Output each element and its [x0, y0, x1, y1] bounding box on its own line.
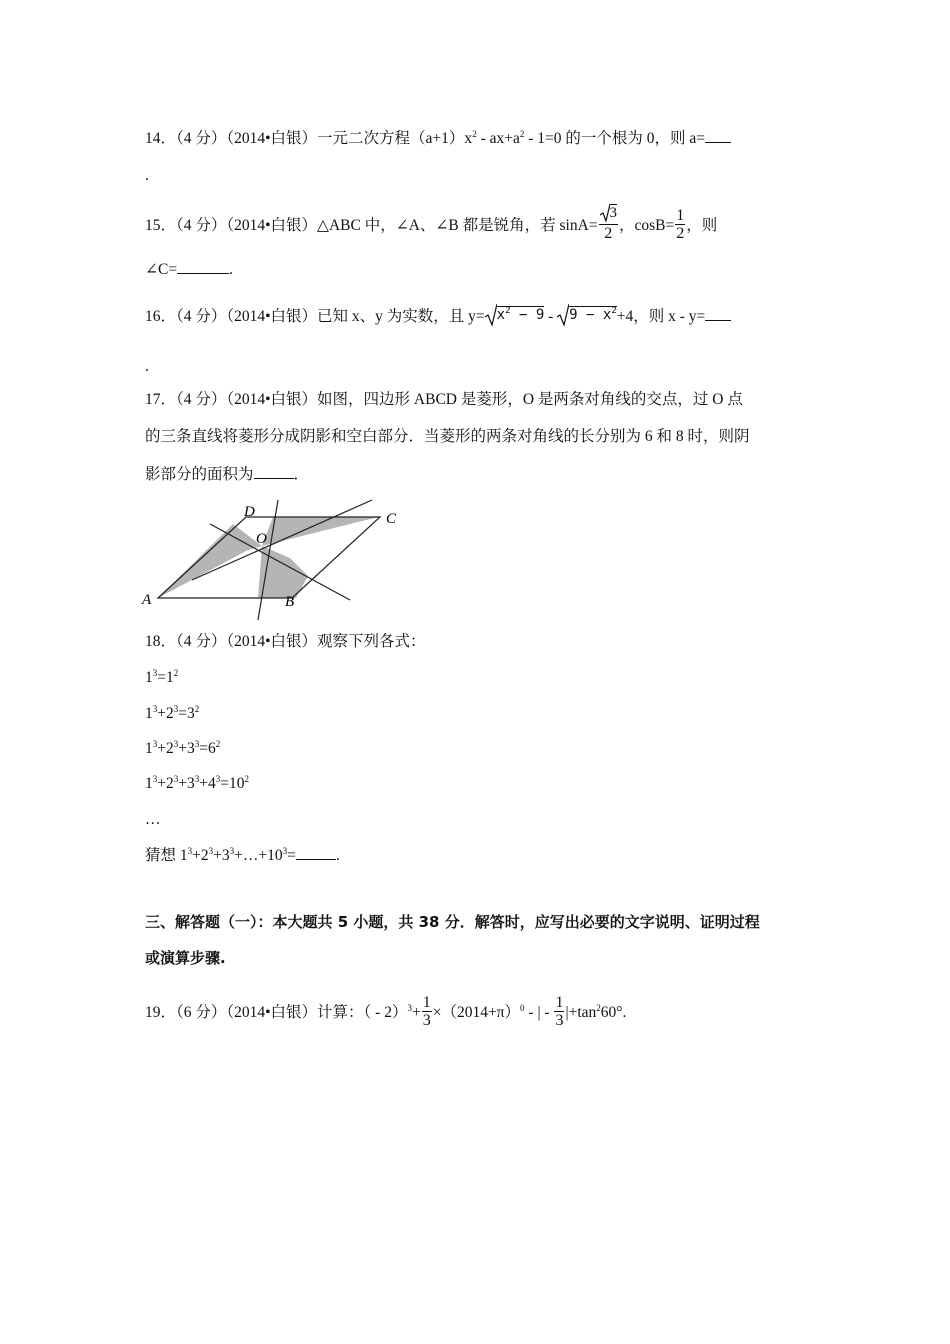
label-a: A: [142, 592, 152, 608]
r1-t0: 1: [145, 669, 153, 686]
label-d: D: [244, 504, 255, 520]
q19-exp1: 3: [407, 1003, 412, 1014]
r4-e4: 2: [244, 774, 249, 784]
q18-row-3: [145, 739, 220, 759]
answer-blank: [177, 259, 229, 274]
f1-den: 3: [422, 1012, 431, 1029]
rad2-exp: 2: [611, 306, 617, 316]
r1-t1: =1: [157, 669, 174, 686]
f2-num: 1: [555, 994, 564, 1011]
rad1-exp: 2: [505, 306, 511, 316]
r4-e0: 3: [152, 774, 158, 784]
q16-prefix: 16．（4 分）（2014•白银）已知 x、y 为实数，且 y=: [145, 308, 485, 325]
sinA-fraction: [599, 206, 619, 242]
q16-end-dot: .: [145, 358, 149, 375]
cosB-num: 1: [676, 206, 685, 224]
section3-text-1: 三、解答题（一）：本大题共 5 小题，共 38 分．解答时，应写出必要的文字说明、证明过程: [145, 913, 760, 931]
r3-t3: =6: [199, 740, 216, 757]
q19-fraction-1: [422, 994, 432, 1029]
q17-text-3: 影部分的面积为: [145, 466, 254, 483]
q14-exp2: 2: [519, 129, 525, 139]
q16-end: [145, 357, 149, 377]
q18-row-1: [145, 668, 178, 688]
q16-suffix: +4，则 x - y=: [616, 308, 706, 325]
q18-row-2: [145, 704, 199, 724]
question-17-line2: [145, 427, 750, 447]
q15-angle-c: ∠C=: [145, 261, 178, 278]
sqrt-2: [557, 304, 617, 326]
r2-t2: =3: [178, 705, 195, 722]
r4-t4: =10: [220, 775, 245, 792]
ellipsis: …: [145, 811, 161, 828]
cosB-fraction: [675, 207, 685, 242]
rhombus-diagram: [140, 496, 420, 621]
f1-num: 1: [422, 994, 431, 1011]
q14-end: [145, 166, 149, 186]
question-19: [145, 996, 626, 1031]
sinA-den: 2: [604, 225, 613, 243]
r3-t0: 1: [145, 740, 153, 757]
q14-mid2: - 1=0 的一个根为 0，则 a=: [524, 130, 706, 147]
f2-den: 3: [555, 1012, 564, 1029]
g-end: .: [335, 847, 340, 864]
q19-exp3: 2: [596, 1003, 601, 1014]
r3-t1: +2: [157, 740, 174, 757]
q19-mid2: - | -: [524, 1004, 554, 1022]
label-b: B: [285, 594, 295, 610]
sqrt-1: [485, 304, 545, 326]
r2-e1: 3: [173, 704, 179, 714]
r4-t0: 1: [145, 775, 153, 792]
r4-e3: 3: [215, 774, 221, 784]
g-e1: 3: [208, 846, 214, 856]
r3-e3: 2: [215, 739, 221, 749]
r4-t2: +3: [178, 775, 195, 792]
question-17-line3: [145, 464, 309, 485]
q17-text-1: 17．（4 分）（2014•白银）如图，四边形 ABCD 是菱形，O 是两条对角线的交点，过 O 点: [145, 391, 743, 408]
g-t4: =: [287, 847, 296, 864]
answer-blank: [254, 464, 294, 479]
q15-prefix: 15．（4 分）（2014•白银）△ABC 中，∠A、∠B 都是锐角，若 sinA=: [145, 216, 598, 234]
cosB-den: 2: [676, 224, 685, 242]
question-18: [145, 632, 426, 652]
q15-suffix: ，则: [686, 216, 718, 234]
q19-mid: ×（2014+π）: [432, 1004, 521, 1022]
r1-e1: 2: [173, 668, 179, 678]
q19-prefix: 19．（6 分）（2014•白银）计算：（ - 2）: [145, 1004, 408, 1022]
rad1-tail: − 9: [510, 307, 545, 323]
g-t3: +…+10: [234, 847, 283, 864]
question-16: [145, 306, 731, 328]
r4-e1: 3: [173, 774, 179, 784]
q14-exp1: 2: [472, 129, 477, 139]
q14-end-dot: .: [145, 167, 149, 184]
rad2-base: 9 − x: [569, 307, 612, 323]
r3-e2: 3: [194, 739, 200, 749]
q18-prefix: 18．（4 分）（2014•白银）观察下列各式：: [145, 633, 426, 650]
answer-blank: [705, 306, 731, 321]
r3-e0: 3: [152, 739, 158, 749]
sqrt-symbol: [600, 204, 618, 222]
rad1-base: x: [496, 307, 506, 323]
g-t0: 猜想 1: [145, 847, 188, 864]
sinA-radicand: 3: [609, 205, 617, 222]
q15-mid: ，cosB=: [619, 216, 675, 234]
q18-row-4: [145, 774, 249, 794]
shaded-region-left: [158, 524, 262, 598]
r2-t1: +2: [157, 705, 174, 722]
q19-exp2: 0: [520, 1003, 525, 1014]
r3-t2: +3: [178, 740, 195, 757]
g-e3: 3: [282, 846, 288, 856]
answer-blank: [705, 128, 731, 143]
question-15: [145, 205, 718, 244]
r2-e0: 3: [152, 704, 158, 714]
section3-text-2: 或演算步骤.: [145, 949, 226, 967]
q14-mid1: - ax+a: [476, 130, 520, 147]
q15-line2: [145, 259, 233, 280]
q19-fraction-2: [554, 994, 564, 1029]
q16-minus: -: [544, 308, 558, 325]
q18-ellipsis: [145, 810, 161, 830]
question-17-line1: [145, 390, 743, 410]
g-e2: 3: [229, 846, 235, 856]
r4-t3: +4: [199, 775, 216, 792]
label-o: O: [256, 531, 267, 547]
q19-mid3: |+tan: [565, 1004, 597, 1022]
q17-end: ．: [293, 466, 310, 483]
r1-e0: 3: [152, 668, 158, 678]
section-3-heading-line1: [145, 912, 760, 932]
r4-e2: 3: [194, 774, 200, 784]
g-t1: +2: [192, 847, 209, 864]
r2-e2: 2: [194, 704, 200, 714]
rhombus-figure: [140, 496, 420, 626]
q18-guess: [145, 845, 340, 866]
q19-plus: +: [411, 1004, 421, 1022]
question-14: [145, 128, 731, 149]
g-t2: +3: [213, 847, 230, 864]
r4-t1: +2: [157, 775, 174, 792]
section-3-heading-line2: [145, 948, 226, 968]
q15-end: .: [229, 261, 233, 278]
q14-prefix: 14．（4 分）（2014•白银）一元二次方程（a+1）x: [145, 130, 473, 147]
q19-end: 60°.: [600, 1004, 627, 1022]
r3-e1: 3: [173, 739, 179, 749]
label-c: C: [386, 511, 397, 527]
g-e0: 3: [187, 846, 193, 856]
q17-text-2: 的三条直线将菱形分成阴影和空白部分．当菱形的两条对角线的长分别为 6 和 8 时，则阴: [145, 428, 750, 445]
answer-blank: [296, 845, 336, 860]
r2-t0: 1: [145, 705, 153, 722]
